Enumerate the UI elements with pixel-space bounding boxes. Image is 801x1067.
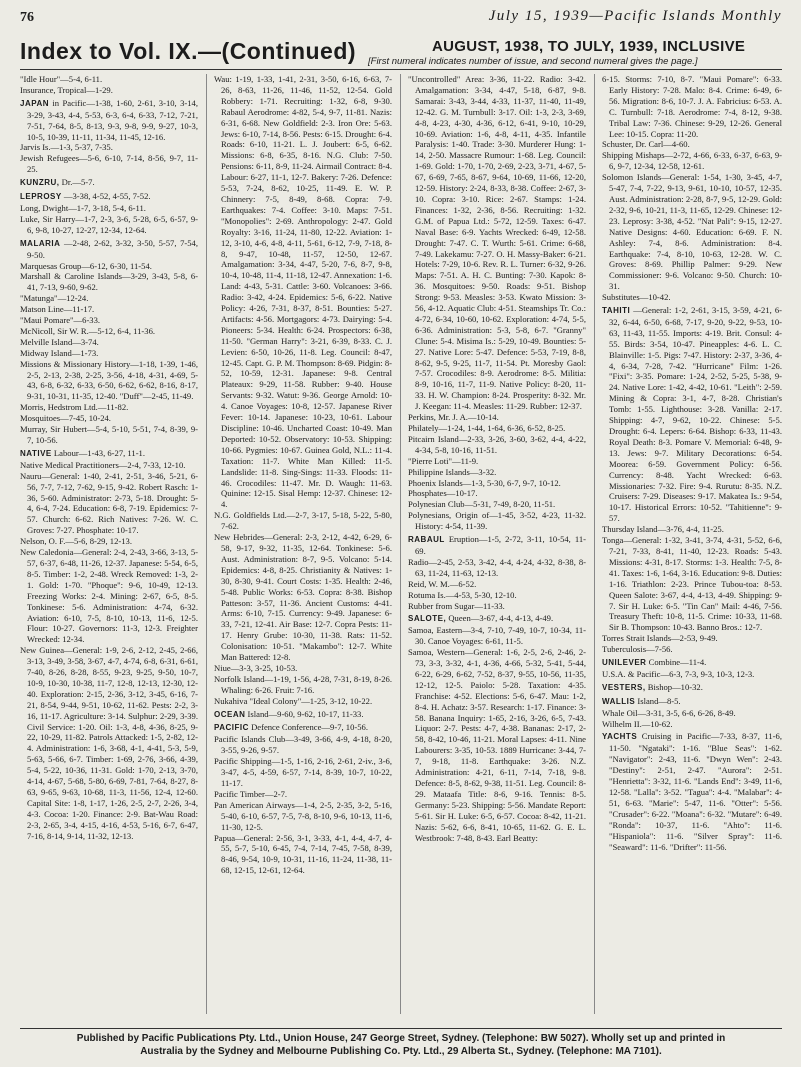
index-entry — [20, 304, 198, 315]
index-column-3 — [408, 74, 586, 1017]
index-entry — [214, 709, 392, 721]
index-letter-heading: MALARIA — [20, 238, 61, 248]
index-entry-text: Shipping Mishaps—2-72, 4-66, 6-33, 6-37, 6-63, 9-6, 9-7, 12-34, 12-58, 12-61. — [602, 150, 782, 172]
index-entry — [408, 601, 586, 612]
index-entry-text: Bishop—10-32. — [647, 681, 703, 692]
index-entry — [408, 467, 586, 478]
index-entry-text: Marshall & Caroline Islands—3-29, 3-43, 5-8, 6-41, 7-13, 9-60, 9-62. — [20, 271, 198, 293]
index-entry-text: Labour—1-43, 6-27, 11-1. — [53, 447, 145, 458]
publisher-footer — [20, 1028, 782, 1058]
index-entry-text: "Idle Hour"—5-4, 6-11. — [20, 74, 103, 84]
index-entry-text: Midway Island—1-73. — [20, 347, 99, 358]
running-head: July 15, 1939—Pacific Islands Monthly — [488, 8, 782, 24]
index-entry — [214, 734, 392, 756]
index-entry — [20, 261, 198, 272]
index-entry — [602, 644, 782, 655]
numbering-note: [First numeral indicates number of issue, and second numeral gives the page.] — [368, 56, 698, 67]
page-subtitle: AUGUST, 1938, TO JULY, 1939, INCLUSIVE — [432, 38, 746, 55]
index-column-1 — [20, 74, 198, 1017]
title-rule — [20, 69, 782, 70]
index-entry — [214, 722, 392, 734]
index-entry — [214, 532, 392, 663]
index-entry — [602, 719, 782, 730]
index-entry-text: Mosquitoes—7-45, 10-24. — [20, 413, 111, 424]
index-entry — [20, 203, 198, 214]
index-entry-text: "Uncontrolled" Area: 3-36, 11-22. Radio: 3-42. Amalgamation: 3-34, 4-47, 5-18, 6-87, 9-8. Samarai: 3-43, 3-44, 4-33, 11-37, 11-40, 11-49, 12-42. G. M. Turnbull: 3-17. Oil: 1-3, 2-3, 3-69, 4-8, 4-23, 4-30, 4-36, 6-12, 6-41, 9-10, 10-29, 10-69. Aviation: 1-6, 4-8, 4-11, 4-35. Infantile Paralysis: 1-40. Trade: 3-30. Murderer Hung: 1-14, 2-50. Massacre Rumour: 1-68. Leg. Council: 1-69. Gold: 1-70, 1-70, 2-69, 2-23, 3-71, 4-67, 5-67, 6-69, 7-65, 8-67, 9-64, 10-69, 11-66, 12-20, 12-59. History: 2-24, 8-33, 8-38. Coffee: 2-67, 3-10. Copra: 3-10. Rice: 2-67. Stamps: 1-24. Finances: 1-32, 2-36, 8-56. Recruiting: 1-32. G.M. of Papua Ltd.: 5-72, 12-59. Taxes: 6-47. Naval Base: 6-9. Yachts Wrecked: 6-49, 12-58. Drought: 7-47. C. T. Wurth: 5-61. Crime: 6-68, 7-49. Lakekamu: 7-27. O. H. Massy-Baker: 6-21. Hotels: 7-29, 10-6. Rev. R. L. Turner: 6-32, 9-26. Maps: 7-51. A. H. C. Bunting: 7-30. Kapok: 8-36. Mosquitoes: 9-50. Roads: 9-51. Bishop Strong: 9-53. Measles: 3-53. Kwato Mission: 3-56, 4-12. Aquatic Club: 4-51. Steamships Tr. Co.: 4-72, 6-34, 10-60, 10-62. Exploration: 4-74, 5-5, 6-36. Administration: 5-3, 5-8, 6-7. "Granny" Clune: 5-4. Misima Is.: 5-29, 10-49. Bounties: 5-27. Native Lore: 5-47. Defence: 5-53, 7-19, 8-8, 8-62, 9-5, 9-25, 11-7, 11-54. Pt. Moresby Gaol: 7-57. Crocodiles: 8-9. Aerodrome: 8-5. Militia: 8-9, 10-16, 11-7, 11-9. Native Policy: 8-20, 11-33. H. W. Champion: 8-24. Prosperity: 8-32. Mr. J. Keegan: 11-4. Measles: 11-29. Rubber: 12-37. — [408, 74, 586, 412]
index-entry-text: Eruption—1-5, 2-72, 3-11, 10-54, 11-69. — [415, 534, 586, 556]
index-entry-text: Native Medical Practitioners—2-4, 7-33, 12-10. — [20, 459, 186, 470]
index-entry-text: Rotuma Is.—4-53, 5-30, 12-10. — [408, 589, 517, 600]
index-entry-text: Island—8-5. — [637, 695, 681, 706]
index-entry-text: "Pierre Loti"—11-9. — [408, 455, 479, 466]
index-entry-text: Torres Strait Islands—2-53, 9-49. — [602, 633, 718, 644]
index-entry-text: 6-15. Storms: 7-10, 8-7. "Maui Pomare": 6-33. Early History: 7-28. Malo: 8-4. Crime: 6-49, 6-56. Migration: 8-6, 10-7. J. A. Fabricius: 6-53. A. C. Turnbull: 7-18. Aerodrome: 7-4, 8-12, 9-38. Tribal Law: 7-36. Chinese: 9-29, 12-26. General Lee: 10-15. Copra: 11-20. — [602, 74, 782, 139]
index-entry — [20, 460, 198, 471]
index-entry-text: Nukahiva "Ideal Colony"—1-25, 3-12, 10-22. — [214, 695, 373, 706]
index-letter-heading: VESTERS, — [602, 682, 646, 692]
index-entry — [20, 98, 198, 143]
index-entry — [20, 74, 198, 85]
index-entry — [602, 535, 782, 633]
index-entry — [20, 448, 198, 460]
index-entry-text: Matson Line—11-17. — [20, 304, 95, 315]
index-letter-heading: RABAUL — [408, 535, 445, 545]
index-entry-text: Pacific Islands Club—3-49, 3-66, 4-9, 4-18, 8-20, 3-55, 9-26, 9-57. — [214, 734, 392, 756]
index-entry — [20, 359, 198, 403]
index-entry-text: Phoenix Islands—1-3, 5-30, 6-7, 9-7, 10-12. — [408, 477, 561, 488]
footer-line-1: Published by Pacific Publications Pty. Ltd., Union House, 247 George Street, Sydney. (Telephone: BW 5027). Wholly set up and printed in — [76, 1033, 726, 1044]
index-entry — [20, 424, 198, 446]
index-column-2 — [214, 74, 392, 1017]
index-entry-text: —3-38, 4-52, 4-55, 7-52. — [63, 191, 151, 202]
index-entry — [20, 645, 198, 841]
index-entry-text: Pitcairn Island—2-33, 3-26, 3-60, 3-62, 4-4, 4-22, 4-34, 5-8, 10-16, 11-51. — [408, 433, 586, 455]
index-entry — [408, 510, 586, 532]
index-letter-heading: SALOTE, — [408, 614, 447, 624]
index-entry — [20, 142, 198, 153]
index-entry — [214, 789, 392, 800]
index-entry-text: Polynesian Club—5-31, 7-49, 8-20, 11-51. — [408, 499, 556, 510]
index-entry-text: Long, Dwight—1-7, 3-18, 5-4, 6-11. — [20, 202, 146, 213]
index-entry-text: Pacific Shipping—1-5, 1-16, 2-16, 2-61, 2-iv., 3-6, 3-47, 4-5, 4-59, 6-57, 7-14, 8-39, 10-7, 10-22, 11-17. — [214, 756, 392, 788]
index-entry — [408, 579, 586, 590]
index-entry-text: Solomon Islands—General: 1-54, 1-30, 3-45, 4-7, 5-47, 7-4, 7-22, 9-13, 9-61, 10-10, 10-57, 12-35. Aust. Administration: 2-28, 8-7, 9-5, 12-29. Gold: 2-32, 9-6, 10-21, 11-3, 11-65, 12-29. Chinese: 12-23. Leprosy: 3-38, 4-52. "Nat Pali": 9-15, 12-27. Native Designs: 4-60. Education: 6-69. F. N. Ashley: 7-4, 8-6. Administration: 8-4. Earthquake: 7-4, 8-10, 10-63, 12-28. W. C. Groves: 8-69. Phillip Palmer: 9-29. New Commissioner: 9-6. Volcano: 9-50. Church: 10-31. — [602, 172, 782, 292]
index-entry-text: New Guinea—General: 1-9, 2-6, 2-12, 2-45, 2-66, 3-13, 3-49, 3-58, 3-67, 4-7, 4-74, 6-8, 6-31, 6-61, 7-40, 8-26, 8-28, 8-55, 9-23, 9-25, 9-50, 10-7, 10-9, 10-30, 10-38, 11-7, 12-8, 12-13, 12-30, 12-40. Exploration: 2-15, 2-36, 3-12, 3-45, 6-16, 7-21, 8-54, 9-44, 9-51, 10-62, 11-62. Pests: 2-2, 3-16, 11-17. Agriculture: 3-14. Sulphur: 2-29, 3-39. Civil Service: 1-20. Oil: 1-3, 4-8, 4-36, 8-25, 9-22, 10-29, 11-82. Patrols Attacked: 1-5, 2-82, 12-4. Administration: 1-6, 3-68, 4-1, 4-41, 5-3, 5-9, 5-63, 5-66, 6-7. Timber: 1-69, 2-76, 3-66, 4-39, 5-4, 5-22, 10-36, 11-31. Gold: 1-70, 2-13, 3-70, 4-14, 4-67, 5-68, 5-80, 6-69, 7-81, 7-64, 8-27, 8-63, 9-65, 9-63, 10-68, 11-3, 11-56, 12-4, 12-60. Capital Site: 1-8, 1-17, 1-26, 2-5, 2-7, 2-26, 3-4, 4-3. Cocoa: 1-20. Finance: 2-9. Bat-Wau Road: 2-3, 2-65, 3-4, 4-15, 4-16, 4-53, 5-16, 6-7, 6-47, 7-16, 8-14, 9-14, 11-32, 12-13. — [20, 645, 198, 841]
index-entry — [408, 478, 586, 489]
index-entry-text: U.S.A. & Pacific—6-3, 7-3, 9-3, 10-3, 12-3. — [602, 668, 755, 679]
index-entry — [602, 172, 782, 292]
index-entry — [20, 153, 198, 175]
index-entry — [602, 657, 782, 669]
index-entry-text: Thursday Island—3-76, 4-4, 11-25. — [602, 524, 724, 535]
index-entry-text: Defence Conference—9-7, 10-56. — [251, 722, 368, 733]
index-entry-text: Tuberculosis—7-56. — [602, 644, 673, 655]
index-entry — [408, 590, 586, 601]
index-entry — [602, 633, 782, 644]
index-entry — [214, 674, 392, 696]
index-entry — [408, 534, 586, 557]
index-entry — [20, 191, 198, 203]
index-entry — [408, 625, 586, 647]
index-entry-text: Morris, Hedstrom Ltd.—11-82. — [20, 402, 129, 413]
index-entry-text: Samoa, Eastern—3-4, 7-10, 7-49, 10-7, 10-34, 11-30. Canoe Voyages: 6-61, 11-5. — [408, 625, 586, 647]
index-entry-text: N.G. Goldfields Ltd.—2-7, 3-17, 5-18, 5-22, 5-80, 7-62. — [214, 510, 392, 532]
index-entry — [20, 471, 198, 536]
index-letter-heading: WALLIS — [602, 696, 636, 706]
page-number: 76 — [20, 10, 34, 25]
index-letter-heading: TAHITI — [602, 306, 631, 316]
index-entry-text: Pacific Timber—2-7. — [214, 788, 288, 799]
index-entry-text: Wau: 1-19, 1-33, 1-41, 2-31, 3-50, 6-16, 6-63, 7-26, 8-63, 11-26, 11-46, 11-52, 12-54. Gold Robbery: 1-71. Recruiting: 1-32, 6-8, 9-30. Rabaul Aerodrome: 4-82, 5-4, 9-7, 11-81. Nazis: 6-31, 6-68. New Goldfield: 2-3. Iron Ore: 5-63. Jews: 6-10, 7-14, 8-56. Pests: 6-15. Drought: 6-4. Roads: 6-10, 11-21. L. J. Joubert: 6-5, 6-62. Missions: 6-8, 6-35, 8-16. N.G. Club: 7-50. Pensions: 6-11, 8-9, 11-24. Airmail Contract: 8-4. Labour: 6-27, 11-1, 12-7. Bakery: 7-26. Defence: 5-53, 7-24, 8-62, 10-25, 11-49. E. W. P. Chinnery: 7-5, 8-49, 8-68. Copra: 7-9. Earthquakes: 7-4. Coffee: 3-10. Maps: 7-51. "Monopolies": 2-69. Anthropology: 2-47. Gold Royalty: 3-16, 11-24, 11-80, 12-22. Aviation: 1-12, 3-10, 4-6, 4-8, 4-11, 5-61, 6-12, 7-9, 7-18, 8-8, 9-47, 10-48, 11-57, 12-50, 12-67. Amalgamation: 3-34, 4-47, 5-20, 7-6, 8-7, 9-8, 10-4, 10-48, 11-4, 11-18, 12-47. Annexation: 1-6. Land: 4-43, 5-31. Cattle: 3-60. Volcanoes: 3-66. Radio: 3-42, 4-24. Epidemics: 5-6, 6-22. Native Policy: 4-26, 7-31, 8-37, 8-51. Bounties: 5-27. Artifacts: 4-56. Mortgagors: 4-73. Dairying: 5-4. Pioneers: 5-34. Health: 6-24. Prospectors: 6-38, 11-50. "German Harry": 3-21, 6-39, 8-33. C. J. Levien: 6-50, 10-26, 11-8. Leg. Council: 8-47, 12-45. Capt. G. P. M. Thompson: 8-69. Pidgin: 8-52, 10-59, 12-31. Japanese: 9-8. Central Plateaux: 9-29, 11-58. Rubber: 9-40. House Servants: 9-32. Watut: 9-36. George Arnold: 10-4. Canoe Voyages: 10-8, 12-57. Japanese River Fever: 10-14. Japanese: 10-23, 10-61. Labour Discipline: 10-46. Uncharted Coast: 10-49. Man Deported: 10-52. Observatory: 10-53. Shipping: 10-66. Pygmies: 10-67. Guinea Gold, N.L.: 11-4. Taxation: 11-7. White Man Killed: 11-5. Landslide: 11-8. Sing-Sings: 11-33. Floods: 11-46. Crocodiles: 11-47. Mr. D. Waugh: 11-63. Quinine: 12-15. Sisal Hemp: 12-37. Chinese: 12-4. — [214, 74, 392, 510]
index-entry-text: Radio—2-45, 2-53, 3-42, 4-4, 4-24, 4-32, 8-38, 8-63, 11-24, 11-63, 12-13. — [408, 556, 586, 578]
index-entry-text: Island—9-60, 9-62, 10-17, 11-33. — [247, 708, 364, 719]
index-entry — [20, 547, 198, 645]
index-entry — [20, 402, 198, 413]
index-entry-text: Jarvis Is.—1-3, 5-37, 7-35. — [20, 142, 113, 153]
index-entry-text: Papua—General: 2-56, 3-1, 3-33, 4-1, 4-4, 4-7, 4-55, 5-7, 5-10, 6-45, 7-4, 7-14, 7-45, 7-58, 8-39, 8-46, 9-54, 10-9, 10-31, 11-16, 11-24, 11-38, 11-68, 12-15, 12-61, 12-64. — [214, 832, 392, 876]
index-letter-heading: PACIFIC — [214, 723, 249, 733]
column-divider — [594, 74, 595, 1014]
index-entry — [408, 434, 586, 456]
index-entry — [214, 756, 392, 789]
index-entry — [408, 557, 586, 579]
column-divider — [400, 74, 401, 1014]
index-entry — [602, 669, 782, 680]
index-entry — [602, 74, 782, 139]
index-entry-text: Pan American Airways—1-4, 2-5, 2-35, 3-2, 5-16, 5-40, 6-10, 6-57, 7-5, 7-8, 8-10, 9-6, 10-13, 11-6, 11-30, 12-5. — [214, 799, 392, 832]
index-entry — [602, 696, 782, 708]
index-entry-text: Substitutes—10-42. — [602, 292, 671, 303]
index-entry-text: Luke, Sir Harry—1-7, 2-3, 3-6, 5-28, 6-5, 6-57, 9-6, 9-8, 10-27, 12-27, 12-34, 12-64. — [20, 213, 198, 235]
index-letter-heading: JAPAN — [20, 98, 50, 108]
index-entry — [602, 150, 782, 172]
index-entry-text: Whale Oil—3-31, 3-5, 6-6, 6-26, 8-49. — [602, 707, 736, 718]
index-entry — [20, 85, 198, 96]
index-entry — [20, 326, 198, 337]
index-entry-text: Norfolk Island—1-19, 1-56, 4-28, 7-31, 8-19, 8-26. Whaling: 6-26. Fruit: 7-16. — [214, 673, 392, 695]
index-letter-heading: UNILEVER — [602, 658, 647, 668]
index-letter-heading: NATIVE — [20, 448, 52, 458]
index-entry-text: Philately—1-24, 1-44, 1-64, 6-36, 6-52, 8-25. — [408, 423, 566, 433]
index-letter-heading: KUNZRU, — [20, 178, 60, 188]
index-entry — [408, 74, 586, 412]
index-entry-text: Nauru—General: 1-40, 2-41, 2-51, 3-46, 5-21, 6-56, 7-7, 7-12, 7-62, 9-15, 9-42. Robert Rasch: 1-36, 5-60. Administrator: 2-73, 5-18. Drought: 5-4, 6-4, 7-24. Education: 6-8, 7-19. Epidemics: 7-57. Church: 6-62. Rich Natives: 7-26. W. C. Groves: 7-27. Phosphate: 10-17. — [20, 470, 198, 536]
index-entry-text: Missions & Missionary History—1-18, 1-39, 1-46, 2-5, 2-13, 2-38, 2-25, 3-56, 4-18, 4-31, 4-69, 5-43, 6-8, 6-32, 6-33, 6-50, 6-62, 6-62, 8-16, 8-17, 9-31, 10-31, 11-35, 12-40. "Duff"—2-45, 11-49. — [20, 358, 198, 402]
index-entry — [602, 139, 782, 150]
index-entry-text: "Matunga"—12-24. — [20, 293, 89, 304]
index-entry — [602, 708, 782, 719]
index-entry — [214, 74, 392, 510]
index-entry — [20, 337, 198, 348]
index-entry — [20, 536, 198, 547]
index-entry-text: Cruising in Pacific—7-33, 8-37, 11-6, 11-50. "Ngataki": 1-16. "Blue Seas": 1-62. "Navigator": 2-43, 11-6. "Dwyn Wen": 2-43. "Destiny": 2-51, 2-47. "Aurora": 2-51. "Henrietta": 3-32, 11-6. "Lands End": 3-49, 11-6, 12-58. "Lalla": 3-52. "Tagua": 4-4. "Malabar": 4-51, 6-63. "Marie": 5-47, 11-6. "Otter": 5-56. "Crusader": 6-22. "Moana": 6-32. "Mutare": 6-49. "Ronda": 10-37, 11-6. "Ahto": 11-6. "Hispaniola": 11-6. "Silver Spray": 11-6. "Seaward": 11-6. "Drifter": 11-56. — [609, 731, 782, 852]
index-entry-text: Schuster, Dr. Carl—4-60. — [602, 139, 690, 150]
index-entry-text: Jewish Refugees—5-6, 6-10, 7-14, 8-56, 9-7, 11-25. — [20, 153, 198, 175]
index-entry — [20, 214, 198, 236]
index-entry-text: Rubber from Sugar—11-33. — [408, 600, 505, 611]
index-entry — [408, 647, 586, 843]
index-entry-text: "Maui Pomare"—6-33. — [20, 315, 101, 326]
index-entry — [20, 413, 198, 424]
index-entry-text: Dr.—5-7. — [61, 177, 95, 188]
index-entry — [602, 524, 782, 535]
index-entry — [214, 663, 392, 674]
index-entry — [408, 423, 586, 434]
index-entry — [408, 412, 586, 423]
index-entry — [214, 833, 392, 877]
index-entry — [602, 731, 782, 852]
index-entry — [20, 348, 198, 359]
index-entry-text: —2-48, 2-62, 3-32, 3-50, 5-57, 7-54, 9-50. — [27, 237, 198, 260]
index-entry-text: Murray, Sir Hubert—5-4, 5-10, 5-51, 7-4, 8-39, 9-7, 10-56. — [20, 424, 198, 445]
page-header — [20, 8, 782, 28]
index-entry — [408, 613, 586, 625]
index-entry-text: Wilhelm II.—10-62. — [602, 718, 673, 729]
index-entry-text: Reid, W. M.—6-52. — [408, 578, 477, 589]
index-entry — [408, 488, 586, 499]
index-entry-text: Melville Island—3-74. — [20, 336, 99, 347]
index-letter-heading: LEPROSY — [20, 192, 62, 202]
index-entry-text: Perkins, Mr. J. A.—10-14. — [408, 412, 499, 423]
index-entry — [20, 293, 198, 304]
index-entry-text: Phosphates—10-17. — [408, 488, 478, 499]
index-entry-text: Insurance, Tropical—1-29. — [20, 84, 113, 95]
index-entry — [214, 696, 392, 707]
index-letter-heading: YACHTS — [602, 732, 638, 742]
index-entry-text: Queen—3-67, 4-4, 4-13, 4-49. — [448, 613, 554, 624]
index-entry — [20, 271, 198, 293]
index-entry-text: Nelson, O. F.—5-6, 8-29, 12-13. — [20, 536, 132, 547]
index-entry — [20, 177, 198, 189]
index-entry-text: Polynesians, Origin of—1-45, 3-52, 4-23, 11-32. History: 4-54, 11-39. — [408, 510, 586, 532]
index-entry-text: Tonga—General: 1-32, 3-41, 3-74, 4-31, 5-52, 6-6, 7-21, 7-33, 8-41, 11-40, 12-23. Roads: 5-43. Missions: 4-31, 8-17. Storms: 1-3. Health: 7-5, 8-41. Taxes: 1-6, 1-64, 3-16. Education: 9-8. Duties: 1-16. Triathlon: 2-23. Prince Tubou-toa: 8-53. Queen Salote: 3-67, 4-4, 4-13, 4-49. Shipping: 9-7. Sir H. Luke: 6-5. "Tin Can" Mail: 4-46, 7-56. Treasury Theft: 10-8, 11-5. Crime: 10-33, 11-68. Sir B. Thompson: 10-43. Banno Bros.: 12-7. — [602, 535, 782, 633]
index-entry-text: New Caledonia—General: 2-4, 2-43, 3-66, 3-13, 5-57, 6-37, 6-48, 11-26, 12-37. Japanese: 5-54, 6-5, 8-5. Timber: 1-2, 2-48. Wreck Removed: 1-3, 2-1. Gold: 1-70. "Phoque": 9-6, 10-49, 12-13. Freezing Works: 2-4. Mining: 2-67, 6-5, 8-5. Tonkinese: 5-6. Administration: 4-74, 6-32. Aviation: 6-10, 7-5, 8-10, 10-13, 11-6, 12-5. Flour: 10-27. Governors: 11-3, 12-3. Freighter Wrecked: 12-34. — [20, 547, 198, 645]
index-entry — [214, 510, 392, 532]
index-entry — [408, 499, 586, 510]
index-entry-text: Marquesas Group—6-12, 6-30, 11-54. — [20, 260, 152, 271]
index-entry — [214, 800, 392, 833]
index-entry — [602, 682, 782, 694]
index-entry-text: Philippine Islands—3-32. — [408, 466, 497, 477]
index-entry-text: Samoa, Western—General: 1-6, 2-5, 2-6, 2-46, 2-73, 3-3, 3-32, 4-1, 4-36, 4-66, 5-32, 5-41, 5-44, 6-22, 6-29, 6-62, 7-52, 8-37, 9-55, 10-56, 11-35, 12-12, 12-5. Paiolo: 5-28. Taxation: 4-35. Franchise: 4-52. Elections: 5-6, 6-47. Mau: 1-2, 8-4. H. Achatz: 3-57. Research: 1-17. Finance: 3-58. Banana Inquiry: 1-65, 2-16, 3-26, 6-5, 7-43. Liquor: 2-7. Pests: 4-7, 4-38. Bananas: 2-17, 2-58, 8-42, 10-46, 11-21. Moral Lapses: 4-11. Nine Labourers: 3-35, 10-53. 1889 Hurricane: 3-44, 7-7, 9-18, 11-8. Earthquake: 3-26. N.Z. Administration: 4-21, 6-11, 7-14, 7-18, 9-8. Defence: 8-5, 8-62, 9-38, 11-51. Leg. Council: 8-29. Mataafa Title: 8-6, 9-16. Tennis: 8-5. Germany: 5-23. Shipping: 5-56. Mandate Report: 5-61. Sir H. Luke: 6-5, 6-57. Cocoa: 8-42, 11-21. Nazis: 5-62, 6-6, 8-41, 10-65, 11-62. G. E. L. Westbrook: 7-48, 8-43. Earl Beatty: — [408, 647, 586, 843]
page-title: Index to Vol. IX.—(Continued) — [20, 38, 357, 64]
index-entry-text: Niue—3-3, 3-25, 10-53. — [214, 662, 298, 673]
index-entry — [20, 315, 198, 326]
index-entry — [602, 305, 782, 524]
index-letter-heading: OCEAN — [214, 709, 246, 719]
index-entry-text: —General: 1-2, 2-61, 3-15, 3-59, 4-21, 6-32, 6-44, 6-50, 6-68, 7-17, 9-20, 9-22, 9-53, 10-63, 11-43, 11-55. Imports: 4-19. Brit. Consul: 4-55. Birds: 3-54, 10-47. Pineapples: 4-6. L. C. Blainville: 1-5. Pigs: 7-47. History: 2-37, 3-36, 4-4, 6-34, 7-28, 7-42. "Hurricane" Film: 1-26. "Fixi": 3-35. Pomare: 1-24, 2-52, 5-25, 5-38, 9-24. Native Lore: 1-42, 4-42, 10-61. "Leith": 2-59. Mining & Copra: 3-1, 4-7, 8-28. Christian's Tomb: 1-55. Lighthouse: 3-28. Vanilla: 2-17. Shipping: 4-7, 9-62, 10-22. Chinese: 5-5. Drought: 6-4. Lepers: 6-64. Bishop: 6-33, 11-43. Royal Death: 8-3. Pomare V. Memorial: 6-48, 9-13. Jews: 9-7. Military Decorations: 6-54. Moorea: 6-59. Government Policy: 6-56. Currency: 8-48. Yacht Wrecked: 6-63. Missionaries: 7-32. Fire: 9-4. Rurutu: 8-35. N.Z. Cruisers: 7-29. Diseases: 9-17. Makatea Is.: 9-54, 10-17. Historical Errors: 10-52. "Tahitienne": 9-57. — [609, 305, 782, 524]
index-entry — [20, 238, 198, 261]
index-entry-text: New Hebrides—General: 2-3, 2-12, 4-42, 6-29, 6-58, 9-17, 9-32, 11-35, 12-64. Tonkinese: 5-6. Aust. Administration: 8-7, 9-5. Volcano: 5-14. Epidemics: 4-8, 8-25. Christianity & Natives: 1-30, 8-30, 9-41. Court Costs: 1-35. Health: 2-46, 5-48. Public Works: 6-53. Copra: 8-38. Bishop Patteson: 3-57, 11-36. Ancient Customs: 4-41. Arms: 6-10, 7-15. Currency: 9-49. Japanese: 6-33, 7-21, 12-41. Air Base: 12-7. Copra Pests: 11-17. Henry Grube: 10-30, 11-38. Rats: 11-52. Colonisation: 10-51. "Makambo": 12-7. White Man Battered: 12-8. — [214, 532, 392, 663]
index-entry-text: Combine—11-4. — [648, 657, 707, 668]
footer-line-2: Australia by the Sydney and Melbourne Publishing Co. Pty. Ltd., 29 Alberta St., Sydney. (Telephone: MA 7101). — [140, 1045, 662, 1057]
column-divider — [206, 74, 207, 1014]
index-entry-text: McNicoll, Sir W. R.—5-12, 6-4, 11-36. — [20, 325, 156, 336]
index-entry-text: in Pacific—1-38, 1-60, 2-61, 3-10, 3-14, 3-29, 3-43, 4-4, 5-53, 6-3, 6-4, 6-33, 7-12, 7-21, 7-51, 7-64, 8-5, 8-13, 9-3, 9-8, 9-9, 9-27, 10-3, 10-5, 10-39, 11-11, 11-34, 11-45, 12-16. — [27, 97, 198, 142]
index-column-4 — [602, 74, 782, 1017]
index-entry — [602, 292, 782, 303]
index-entry — [408, 456, 586, 467]
